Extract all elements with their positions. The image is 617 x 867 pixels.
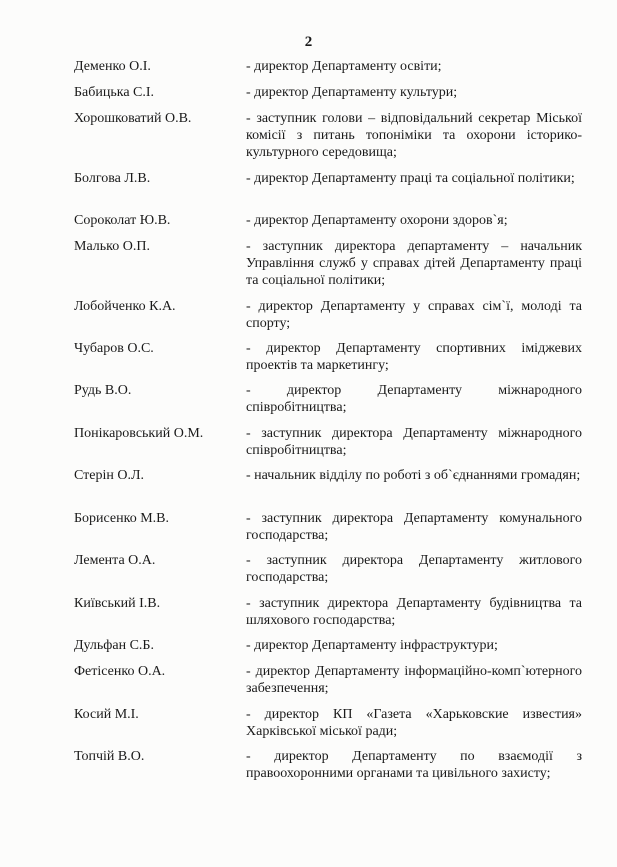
person-name: Київський І.В. bbox=[74, 596, 161, 611]
person-role: - директор Департаменту міжнародного співробітництва; bbox=[246, 383, 582, 415]
person-role: - директор Департаменту у справах сім`ї, молоді та спорту; bbox=[246, 299, 582, 331]
person-name: Стерін О.Л. bbox=[74, 468, 144, 483]
person-role: - директор Департаменту інформаційно-комп`ютерного забезпечення; bbox=[246, 664, 582, 696]
person-role: - заступник директора Департаменту комунального господарства; bbox=[246, 511, 582, 543]
person-name: Бабицька С.І. bbox=[74, 85, 155, 100]
person-name: Дульфан С.Б. bbox=[74, 638, 154, 653]
person-role: - заступник директора Департаменту житлового господарства; bbox=[246, 553, 582, 585]
person-role: - директор Департаменту спортивних іміджевих проектів та маркетингу; bbox=[246, 341, 582, 373]
person-name: Болгова Л.В. bbox=[74, 171, 151, 186]
person-role: - заступник директора Департаменту будівництва та шляхового господарства; bbox=[246, 596, 582, 628]
person-name: Чубаров О.С. bbox=[74, 341, 154, 356]
person-name: Хорошковатий О.В. bbox=[74, 111, 192, 126]
person-role: - директор Департаменту інфраструктури; bbox=[246, 638, 498, 653]
person-name: Фетісенко О.А. bbox=[74, 664, 166, 679]
person-role: - директор Департаменту охорони здоров`я; bbox=[246, 213, 508, 228]
person-role: - директор Департаменту освіти; bbox=[246, 59, 442, 74]
person-role: - заступник директора Департаменту міжнародного співробітництва; bbox=[246, 426, 582, 458]
person-role: - директор Департаменту праці та соціальної політики; bbox=[246, 171, 575, 186]
person-name: Косий М.І. bbox=[74, 707, 139, 722]
person-name: Борисенко М.В. bbox=[74, 511, 169, 526]
person-role: - директор Департаменту культури; bbox=[246, 85, 458, 100]
person-name: Понікаровський О.М. bbox=[74, 426, 204, 441]
person-role: - директор Департаменту по взаємодії з правоохоронними органами та цивільного захисту; bbox=[246, 749, 582, 781]
person-name: Деменко О.І. bbox=[74, 59, 151, 74]
page-number: 2 bbox=[304, 34, 313, 50]
person-name: Сороколат Ю.В. bbox=[74, 213, 171, 228]
person-name: Топчій В.О. bbox=[74, 749, 145, 764]
person-name: Лемента О.А. bbox=[74, 553, 156, 568]
person-name: Рудь В.О. bbox=[74, 383, 132, 398]
person-name: Лобойченко К.А. bbox=[74, 299, 176, 314]
person-role: - заступник директора департаменту – начальник Управління служб у справах дітей Департаменту праці та соціальної політики; bbox=[246, 239, 582, 288]
person-role: - директор КП «Газета «Харьковские известия» Харківської міської ради; bbox=[246, 707, 582, 739]
person-role: - заступник голови – відповідальний секретар Міської комісії з питань топоніміки та охорони історико-культурного середовища; bbox=[246, 111, 582, 160]
person-role: - начальник відділу по роботі з об`єднаннями громадян; bbox=[246, 468, 581, 483]
person-name: Малько О.П. bbox=[74, 239, 150, 254]
